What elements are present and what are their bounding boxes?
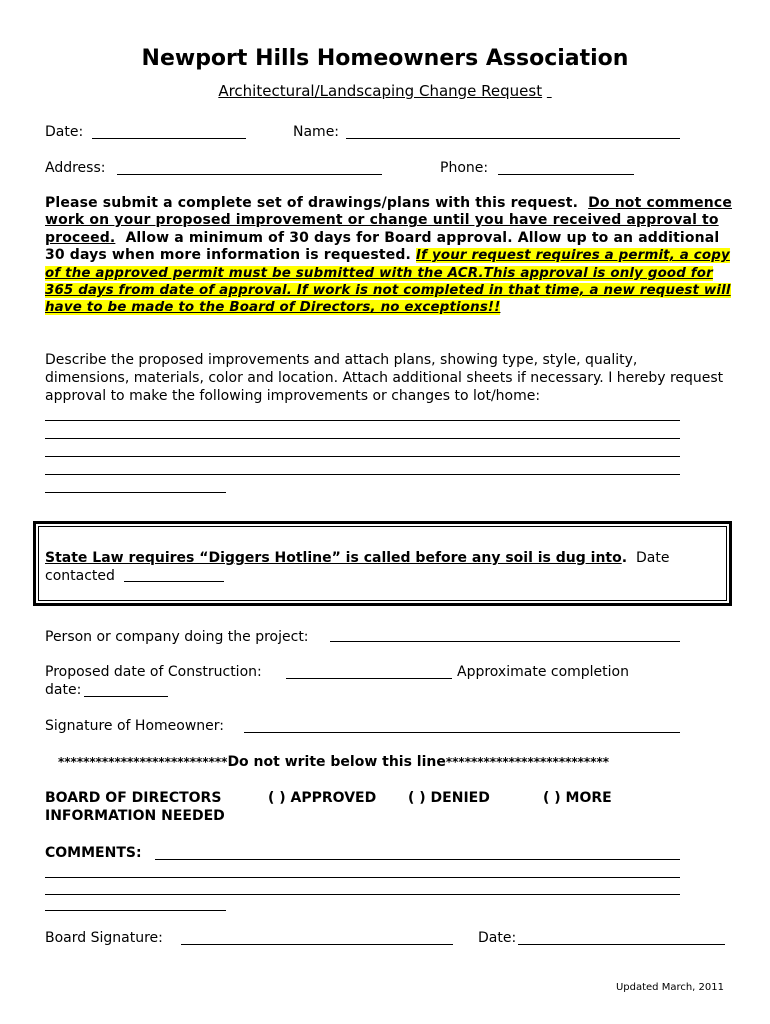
board-label-line1: BOARD OF DIRECTORS: [45, 790, 222, 806]
name-field[interactable]: [346, 138, 680, 139]
diggers-warning: State Law requires “Diggers Hotline” is called before any soil is dug into: [45, 550, 622, 566]
page-title: Newport Hills Homeowners Association: [141, 46, 629, 71]
notice-part2: Do not commence work on your proposed improvement or change until you have received approval to proceed.: [45, 195, 732, 246]
board-date-label: Date:: [478, 930, 517, 946]
notice-part3: Allow a minimum of 30 days for Board approval. Allow up to an additional 30 days when more information is requested.: [45, 229, 720, 264]
description-line-5[interactable]: [45, 492, 226, 493]
completion-label: Approximate completion: [457, 664, 629, 680]
address-label: Address:: [45, 160, 106, 176]
denied-checkbox[interactable]: ( ) DENIED: [408, 790, 490, 806]
address-field[interactable]: [117, 174, 382, 175]
description-line-2[interactable]: [45, 438, 680, 439]
completion-date-label: date:: [45, 682, 82, 698]
contractor-label: Person or company doing the project:: [45, 629, 309, 645]
divider-stars-right: **************************: [445, 755, 610, 769]
date-field[interactable]: [92, 138, 246, 139]
notice-part1: Please submit a complete set of drawings/plans with this request.: [45, 195, 579, 211]
updated-date: Updated March, 2011: [615, 982, 724, 993]
board-signature-field[interactable]: [181, 944, 453, 945]
phone-field[interactable]: [498, 174, 634, 175]
contractor-field[interactable]: [330, 641, 680, 642]
date-label: Date:: [45, 124, 84, 140]
comments-line-2[interactable]: [45, 877, 680, 878]
board-signature-label: Board Signature:: [45, 930, 163, 946]
divider-stars-left: ***************************: [58, 755, 228, 769]
do-not-write-divider: [58, 754, 609, 770]
diggers-hotline-text: [45, 549, 725, 585]
permit-notice: If your request requires a permit, a copy of the approved permit must be submitted with the ACR.This approval is only good for 365 days from date of approval. If work is not completed in that time, a new request will have to be made to the Board of Directors, no exceptions!!: [45, 248, 731, 316]
completion-date-field[interactable]: [84, 696, 168, 697]
submission-notice: [45, 195, 735, 317]
date-contacted-field[interactable]: [124, 581, 224, 582]
approved-checkbox[interactable]: ( ) APPROVED: [268, 790, 377, 806]
diggers-period: .: [621, 550, 628, 566]
comments-line-1[interactable]: [155, 859, 680, 860]
phone-label: Phone:: [440, 160, 489, 176]
divider-text: Do not write below this line: [227, 754, 446, 770]
description-line-3[interactable]: [45, 456, 680, 457]
improvement-description: Describe the proposed improvements and attach plans, showing type, style, quality, dimensions, materials, color and location. Attach additional sheets if necessary. I hereby request approval to make the following improvements or changes to lot/home:: [45, 352, 724, 404]
name-label: Name:: [293, 124, 340, 140]
comments-line-3[interactable]: [45, 894, 680, 895]
board-date-field[interactable]: [518, 944, 725, 945]
homeowner-signature-label: Signature of Homeowner:: [45, 718, 225, 734]
description-line-1[interactable]: [45, 420, 680, 421]
homeowner-signature-field[interactable]: [244, 732, 680, 733]
comments-line-4[interactable]: [45, 910, 226, 911]
date-contacted-label: Date contacted: [45, 550, 670, 584]
construction-date-field[interactable]: [286, 678, 452, 679]
description-line-4[interactable]: [45, 474, 680, 475]
construction-date-label: Proposed date of Construction:: [45, 664, 262, 680]
more-info-checkbox[interactable]: ( ) MORE: [543, 790, 612, 806]
comments-label: COMMENTS:: [45, 845, 142, 861]
page-subtitle: Architectural/Landscaping Change Request: [218, 82, 543, 100]
board-label-line2: INFORMATION NEEDED: [45, 808, 225, 824]
